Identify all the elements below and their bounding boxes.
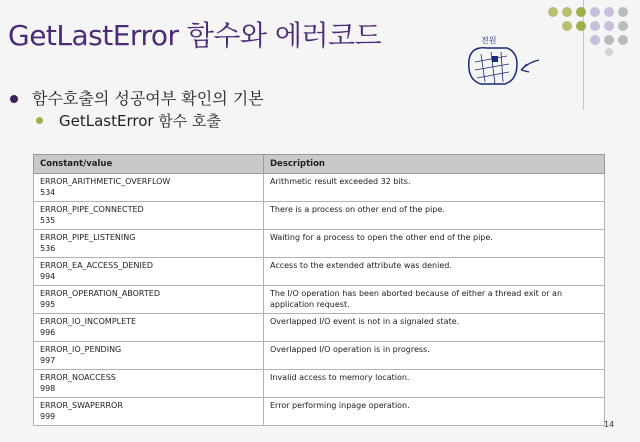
constant-value: 999 <box>40 412 56 421</box>
constant-name: ERROR_NOACCESS <box>40 373 116 382</box>
constant-value: 998 <box>40 384 56 393</box>
column-header-constant: Constant/value <box>34 155 264 174</box>
description-cell: The I/O operation has been aborted because of either a thread exit or an application request. <box>264 286 605 314</box>
description-cell: There is a process on other end of the pipe. <box>264 202 605 230</box>
constant-value: 995 <box>40 300 56 309</box>
table-header-row <box>34 155 605 174</box>
constant-name: ERROR_IO_INCOMPLETE <box>40 317 137 326</box>
constant-name: ERROR_PIPE_CONNECTED <box>40 205 144 214</box>
constant-cell <box>34 258 264 286</box>
constant-cell <box>34 174 264 202</box>
page-number: 14 <box>604 420 615 429</box>
description-cell: Overlapped I/O operation is in progress. <box>264 342 605 370</box>
constant-value: 534 <box>40 188 56 197</box>
constant-cell <box>34 370 264 398</box>
hand-drawn-sketch-icon <box>463 34 543 94</box>
description-cell: Access to the extended attribute was denied. <box>264 258 605 286</box>
sketch-note: 전원 <box>481 36 497 45</box>
bullet-dot-icon <box>36 117 43 124</box>
table-row <box>34 258 605 286</box>
description-cell: Invalid access to memory location. <box>264 370 605 398</box>
constant-value: 535 <box>40 216 56 225</box>
error-code-table-wrapper <box>33 154 604 426</box>
constant-name: ERROR_EA_ACCESS_DENIED <box>40 261 154 270</box>
description-cell: Error performing inpage operation. <box>264 398 605 426</box>
constant-cell <box>34 230 264 258</box>
constant-name: ERROR_ARITHMETIC_OVERFLOW <box>40 177 171 186</box>
constant-cell <box>34 286 264 314</box>
slide-title: GetLastError 함수와 에러코드 <box>8 19 382 52</box>
table-row <box>34 202 605 230</box>
table-row <box>34 314 605 342</box>
column-header-description: Description <box>264 155 605 174</box>
constant-name: ERROR_IO_PENDING <box>40 345 122 354</box>
table-row <box>34 370 605 398</box>
constant-value: 996 <box>40 328 56 337</box>
decorative-dots <box>545 6 637 56</box>
error-code-table <box>33 154 605 426</box>
table-row <box>34 230 605 258</box>
constant-name: ERROR_SWAPERROR <box>40 401 123 410</box>
constant-cell <box>34 202 264 230</box>
description-cell: Overlapped I/O event is not in a signaled state. <box>264 314 605 342</box>
bullet-dot-icon <box>10 95 18 103</box>
table-row <box>34 342 605 370</box>
constant-cell <box>34 342 264 370</box>
constant-name: ERROR_PIPE_LISTENING <box>40 233 136 242</box>
constant-cell <box>34 314 264 342</box>
constant-value: 536 <box>40 244 56 253</box>
constant-name: ERROR_OPERATION_ABORTED <box>40 289 161 298</box>
constant-value: 997 <box>40 356 56 365</box>
bullet-secondary-text: GetLastError 함수 호출 <box>59 112 222 130</box>
table-row <box>34 174 605 202</box>
table-row <box>34 398 605 426</box>
constant-cell <box>34 398 264 426</box>
bullet-primary-text: 함수호출의 성공여부 확인의 기본 <box>32 89 264 108</box>
description-cell: Arithmetic result exceeded 32 bits. <box>264 174 605 202</box>
table-row <box>34 286 605 314</box>
bullet-secondary <box>36 110 221 131</box>
constant-value: 994 <box>40 272 56 281</box>
bullet-primary <box>10 86 264 109</box>
dot-grid <box>548 7 628 56</box>
description-cell: Waiting for a process to open the other end of the pipe. <box>264 230 605 258</box>
